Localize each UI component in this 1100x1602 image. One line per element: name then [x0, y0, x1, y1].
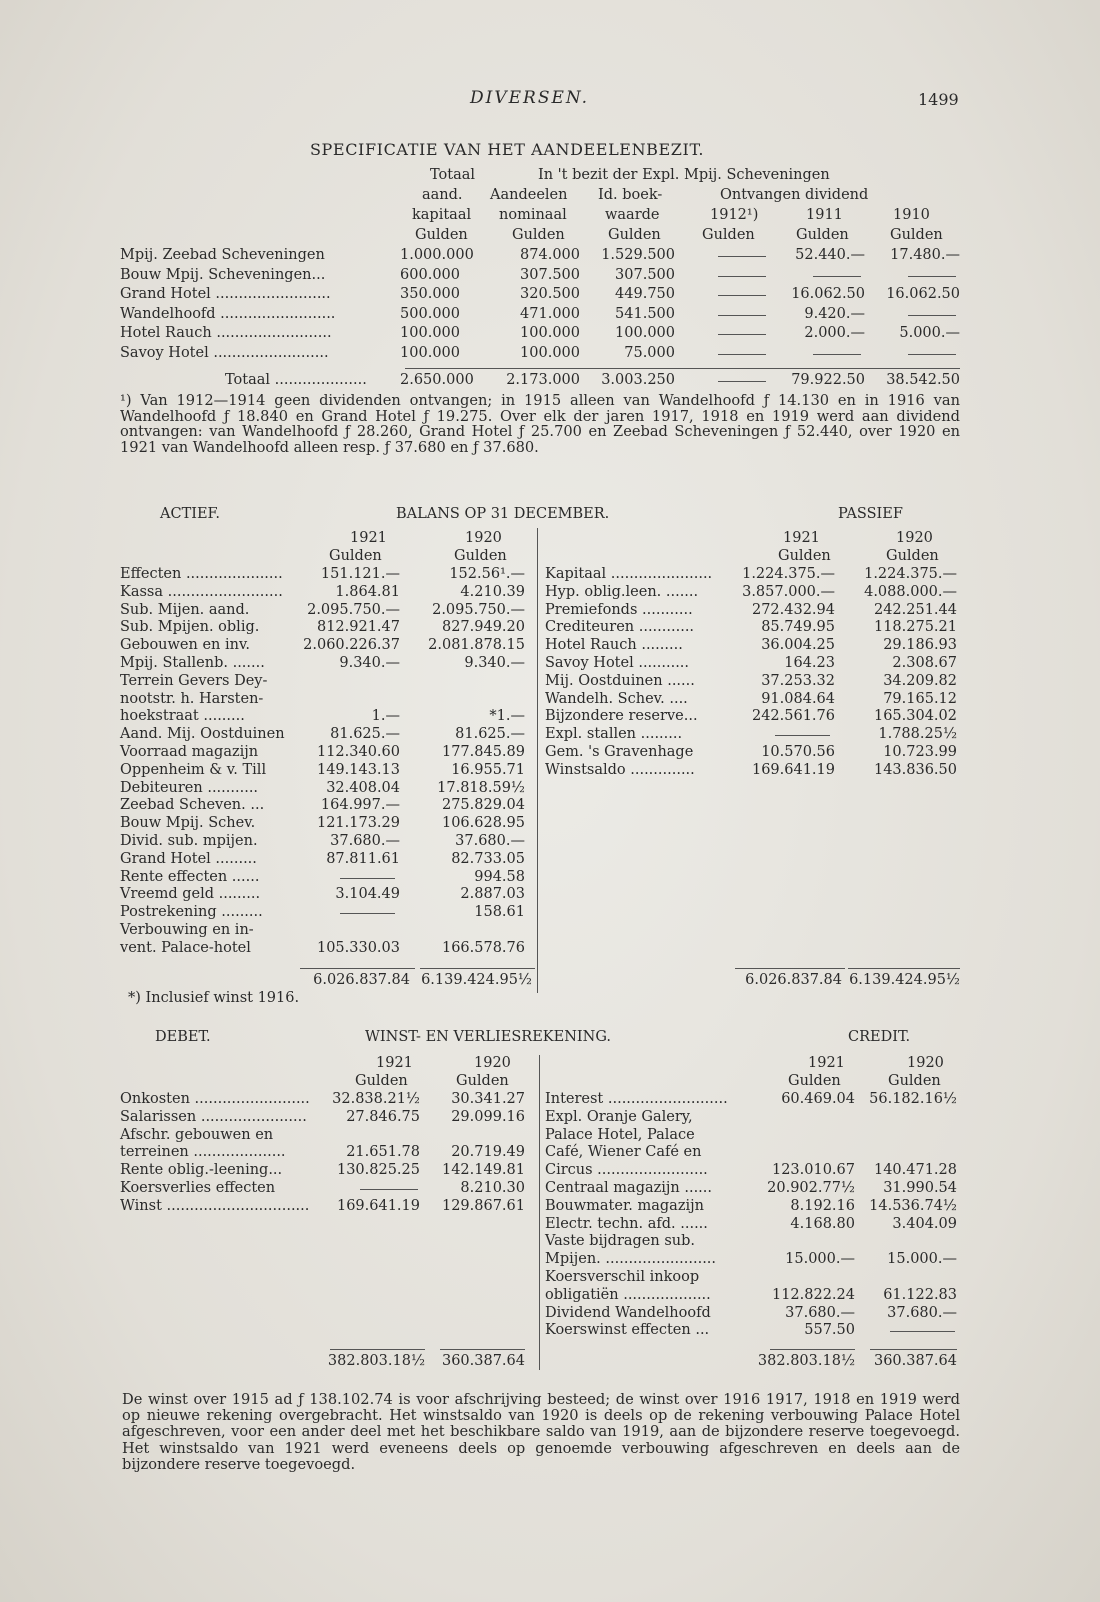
credit-row-1921: 557.50: [804, 1322, 855, 1339]
nil-dash: [718, 334, 766, 335]
nil-dash: [718, 381, 766, 382]
passief-row-name: Kapitaal ......................: [545, 566, 713, 582]
actief-row-1921: 164.997.—: [320, 797, 400, 814]
passief-row-name: Hyp. oblig.leen. .......: [545, 583, 699, 600]
spec-row-value: 16.062.50: [886, 286, 960, 302]
nil-dash: [890, 1331, 955, 1332]
nil-dash: [770, 1349, 855, 1350]
spec-head-aand: aand.: [422, 187, 463, 203]
actief-row-1921: 9.340.—: [339, 655, 400, 671]
actief-row-name: Mpij. Stallenb. .......: [120, 655, 265, 671]
passief-row-name: Gem. 's Gravenhage: [545, 744, 694, 760]
spec-total-value: 38.542.50: [886, 372, 960, 388]
credit-row-1920: 14.536.74½: [869, 1197, 957, 1214]
nil-dash: [440, 1349, 525, 1350]
actief-row-1921: 1.864.81: [335, 583, 400, 600]
spec-head-1911: 1911: [806, 207, 843, 223]
pl-unit: Gulden: [456, 1073, 509, 1089]
actief-row-1920: 17.818.59½: [437, 779, 525, 796]
nil-dash: [718, 354, 766, 355]
spec-row-value: 100.000: [400, 344, 460, 361]
balance-unit: Gulden: [454, 548, 507, 564]
debet-row-name: Salarissen .......................: [120, 1108, 307, 1125]
passief-row-1921: 10.570.56: [761, 744, 835, 760]
spec-total-value: 3.003.250: [601, 372, 675, 388]
credit-row-1921: 20.902.77½: [767, 1180, 855, 1196]
passief-row-name: Savoy Hotel ...........: [545, 655, 690, 671]
actief-row-name: Postrekening .........: [120, 904, 263, 921]
spec-head-dividend: Ontvangen dividend: [720, 187, 869, 203]
nil-dash: [340, 878, 395, 879]
actief-row-1921: 149.143.13: [316, 761, 400, 778]
actief-row-1920: 9.340.—: [464, 655, 525, 671]
balance-total: 6.026.837.84: [313, 972, 410, 988]
actief-row-1920: 177.845.89: [441, 744, 525, 760]
credit-row-name: Dividend Wandelhoofd: [545, 1304, 711, 1321]
spec-head-kapitaal: kapitaal: [412, 207, 472, 223]
credit-row-1921: 8.192.16: [790, 1197, 855, 1214]
credit-row-1921: 4.168.80: [790, 1215, 855, 1232]
spec-total-value: 2.650.000: [400, 372, 474, 388]
balance-unit: Gulden: [778, 548, 831, 564]
spec-row-value: 100.000: [400, 325, 460, 341]
actief-row-1921: 112.340.60: [316, 744, 400, 760]
balance-divider: [537, 528, 538, 993]
pl-unit: Gulden: [355, 1073, 408, 1089]
actief-row-1920: 16.955.71: [451, 761, 525, 778]
actief-row-1920: 2.081.878.15: [428, 637, 525, 654]
passief-row-1920: 79.165.12: [883, 690, 957, 707]
spec-total-rule: [405, 368, 960, 369]
passief-row-1921: 91.084.64: [761, 690, 835, 707]
nil-dash: [813, 276, 861, 277]
credit-row-1920: 61.122.83: [883, 1286, 957, 1303]
spec-row-value: 874.000: [520, 247, 580, 263]
debet-row-name: Afschr. gebouwen en: [120, 1126, 274, 1143]
passief-row-1920: 34.209.82: [883, 672, 957, 689]
spec-title: SPECIFICATIE VAN HET AANDEELENBEZIT.: [310, 140, 705, 159]
actief-row-1920: 82.733.05: [451, 850, 525, 867]
spec-row-value: 2.000.—: [804, 325, 865, 341]
spec-head-nominaal: nominaal: [499, 207, 567, 223]
spec-row-value: 16.062.50: [791, 286, 865, 302]
credit-row-1920: 56.182.16½: [869, 1091, 957, 1107]
closing-paragraph: De winst over 1915 ad ƒ 138.102.74 is voor afschrijving besteed; de winst over 1916 1917, 1918 en 1919 werd op nieuwe rekening overgebracht. Het winstsaldo van 1920 is deels op de rekening verbouwing Palace Hotel afgeschreven, voor een ander deel met het beschikbare saldo van 1919, aan de bijzondere reserve toegevoegd. Het winstsaldo van 1921 werd eveneens deels op genoemde verbouwing afgeschreven en deels aan de bijzondere reserve toegevoegd.: [122, 1391, 960, 1473]
debet-row-1920: 20.719.49: [451, 1144, 525, 1161]
passief-row-name: Premiefonds ...........: [545, 601, 693, 618]
passief-row-name: Mij. Oostduinen ......: [545, 672, 695, 689]
actief-row-1920: 994.58: [474, 868, 525, 885]
nil-dash: [908, 276, 956, 277]
spec-head-waarde: waarde: [605, 207, 660, 223]
pl-credit-title: CREDIT.: [848, 1029, 911, 1045]
credit-row-1920: 140.471.28: [873, 1162, 957, 1179]
debet-row-name: Rente oblig.-leening...: [120, 1162, 283, 1179]
spec-total-name: Totaal ....................: [225, 372, 367, 388]
credit-row-name: Koerswinst effecten ...: [545, 1322, 710, 1339]
credit-row-name: Café, Wiener Café en: [545, 1144, 702, 1161]
actief-row-name: Gebouwen en inv.: [120, 637, 251, 654]
nil-dash: [718, 256, 766, 257]
passief-row-1920: 4.088.000.—: [864, 583, 957, 600]
pl-total: 382.803.18½: [327, 1353, 425, 1369]
actief-row-1920: 152.56¹.—: [449, 566, 525, 582]
passief-row-1921: 36.004.25: [761, 637, 835, 654]
spec-row-value: 5.000.—: [899, 325, 960, 341]
credit-row-1920: 3.404.09: [892, 1215, 957, 1232]
passief-row-1921: 272.432.94: [751, 601, 835, 618]
actief-row-name: Terrein Gevers Dey-: [120, 672, 268, 689]
pl-total: 382.803.18½: [757, 1353, 855, 1369]
spec-head-unit: Gulden: [608, 227, 661, 243]
credit-row-1920: 31.990.54: [883, 1180, 957, 1196]
balance-total: 6.139.424.95½: [849, 972, 960, 988]
nil-dash: [813, 354, 861, 355]
actief-row-name: Oppenheim & v. Till: [120, 761, 267, 778]
spec-head-unit: Gulden: [512, 227, 565, 243]
balance-unit: Gulden: [886, 548, 939, 564]
actief-row-name: Effecten .....................: [120, 566, 283, 582]
actief-row-1921: 1.—: [371, 708, 400, 725]
balance-actief-title: ACTIEF.: [160, 506, 220, 522]
spec-row-value: 471.000: [520, 305, 580, 322]
spec-total-value: 79.922.50: [791, 372, 865, 388]
debet-row-name: Koersverlies effecten: [120, 1180, 276, 1196]
credit-row-name: Circus ........................: [545, 1162, 708, 1179]
spec-head-unit: Gulden: [890, 227, 943, 243]
passief-row-1920: 143.836.50: [873, 761, 957, 778]
spec-total-value: 2.173.000: [506, 372, 580, 388]
spec-row-name: Mpij. Zeebad Scheveningen: [120, 247, 325, 263]
actief-row-1921: 105.330.03: [316, 939, 400, 956]
spec-head-unit: Gulden: [415, 227, 468, 243]
spec-row-name: Bouw Mpij. Scheveningen...: [120, 266, 326, 283]
nil-dash: [718, 276, 766, 277]
pl-year: 1920: [474, 1055, 511, 1071]
running-title: DIVERSEN.: [470, 88, 590, 108]
actief-row-name: hoekstraat .........: [120, 708, 245, 725]
nil-dash: [775, 735, 830, 736]
debet-row-name: Winst ...............................: [120, 1197, 310, 1214]
credit-row-1921: 15.000.—: [785, 1251, 855, 1268]
passief-row-1920: 242.251.44: [873, 601, 957, 618]
pl-year: 1921: [808, 1055, 845, 1071]
actief-row-name: Vreemd geld .........: [120, 886, 261, 903]
credit-row-name: Interest ..........................: [545, 1091, 728, 1107]
actief-row-1921: 2.060.226.37: [303, 637, 400, 654]
spec-row-value: 449.750: [615, 286, 675, 302]
debet-row-1920: 129.867.61: [441, 1197, 525, 1214]
actief-row-1920: 37.680.—: [455, 833, 525, 849]
passief-row-name: Wandelh. Schev. ....: [545, 690, 688, 707]
debet-row-1920: 29.099.16: [451, 1108, 525, 1125]
passief-row-1921: 169.641.19: [751, 761, 835, 778]
actief-row-1920: 2.095.750.—: [432, 601, 525, 618]
pl-divider: [539, 1055, 540, 1370]
credit-row-1921: 37.680.—: [785, 1304, 855, 1321]
pl-total: 360.387.64: [441, 1353, 525, 1369]
spec-row-value: 75.000: [624, 344, 675, 361]
spec-row-value: 600.000: [400, 266, 460, 283]
credit-row-name: Electr. techn. afd. ......: [545, 1215, 708, 1232]
actief-row-name: Divid. sub. mpijen.: [120, 833, 258, 849]
passief-row-name: Bijzondere reserve...: [545, 708, 698, 725]
spec-head-1912: 1912¹): [710, 207, 759, 223]
nil-dash: [848, 968, 960, 969]
spec-head-idboek: Id. boek-: [598, 187, 663, 203]
actief-row-name: Zeebad Scheven. ...: [120, 797, 265, 814]
actief-row-1920: 81.625.—: [455, 726, 525, 743]
passief-row-name: Winstsaldo ..............: [545, 761, 695, 778]
actief-row-name: Kassa .........................: [120, 583, 283, 600]
nil-dash: [360, 1189, 418, 1190]
balance-passief-title: PASSIEF: [838, 506, 903, 522]
debet-row-1921: 27.846.75: [346, 1108, 420, 1125]
pl-total: 360.387.64: [873, 1353, 957, 1369]
nil-dash: [718, 295, 766, 296]
actief-row-1921: 87.811.61: [326, 850, 400, 867]
passief-row-1920: 1.224.375.—: [864, 566, 957, 582]
balance-footnote: *) Inclusief winst 1916.: [128, 990, 300, 1006]
actief-row-name: Aand. Mij. Oostduinen: [120, 726, 285, 743]
debet-row-1920: 8.210.30: [460, 1180, 525, 1196]
debet-row-name: Onkosten .........................: [120, 1091, 310, 1107]
passief-row-1921: 164.23: [784, 655, 835, 671]
actief-row-name: Voorraad magazijn: [120, 744, 259, 760]
actief-row-name: Sub. Mijen. aand.: [120, 601, 250, 618]
spec-row-name: Hotel Rauch .........................: [120, 325, 332, 341]
actief-row-1921: 151.121.—: [320, 566, 400, 582]
actief-row-name: Sub. Mpijen. oblig.: [120, 619, 260, 636]
debet-row-1921: 130.825.25: [336, 1162, 420, 1179]
actief-row-1921: 37.680.—: [330, 833, 400, 849]
passief-row-1921: 85.749.95: [761, 619, 835, 636]
actief-row-1921: 812.921.47: [316, 619, 400, 636]
passief-row-name: Hotel Rauch .........: [545, 637, 683, 654]
passief-row-1921: 3.857.000.—: [742, 583, 835, 600]
spec-row-value: 17.480.—: [890, 247, 960, 263]
spec-row-value: 500.000: [400, 305, 460, 322]
actief-row-name: Rente effecten ......: [120, 868, 260, 885]
debet-row-1921: 21.651.78: [346, 1144, 420, 1161]
spec-row-value: 1.000.000: [400, 247, 474, 263]
spec-head-bezit: In 't bezit der Expl. Mpij. Scheveningen: [538, 167, 830, 183]
credit-row-name: Bouwmater. magazijn: [545, 1197, 704, 1214]
spec-head-unit: Gulden: [702, 227, 755, 243]
pl-unit: Gulden: [888, 1073, 941, 1089]
debet-row-1921: 169.641.19: [336, 1197, 420, 1214]
spec-row-value: 541.500: [615, 305, 675, 322]
spec-head-totaal: Totaal: [430, 167, 476, 183]
actief-row-1921: 81.625.—: [330, 726, 400, 743]
page-number: 1499: [918, 90, 959, 109]
balance-year: 1921: [350, 530, 387, 546]
passief-row-1921: 1.224.375.—: [742, 566, 835, 582]
spec-row-value: 100.000: [520, 325, 580, 341]
balance-year: 1920: [896, 530, 933, 546]
actief-row-name: Verbouwing en in-: [120, 922, 254, 938]
nil-dash: [718, 315, 766, 316]
debet-row-name: terreinen ....................: [120, 1144, 286, 1161]
credit-row-name: Centraal magazijn ......: [545, 1180, 713, 1196]
nil-dash: [330, 1349, 425, 1350]
spec-head-aandeelen: Aandeelen: [490, 187, 568, 203]
credit-row-name: obligatiën ...................: [545, 1286, 711, 1303]
credit-row-1920: 37.680.—: [887, 1304, 957, 1321]
spec-row-value: 320.500: [520, 286, 580, 302]
spec-head-unit: Gulden: [796, 227, 849, 243]
credit-row-1921: 123.010.67: [771, 1162, 855, 1179]
passief-row-1920: 165.304.02: [873, 708, 957, 725]
actief-row-1920: 827.949.20: [441, 619, 525, 636]
nil-dash: [340, 913, 395, 914]
passief-row-1920: 1.788.25½: [878, 726, 957, 743]
spec-row-value: 350.000: [400, 286, 460, 302]
passief-row-1920: 2.308.67: [892, 655, 957, 671]
balance-year: 1921: [783, 530, 820, 546]
credit-row-name: Expl. Oranje Galery,: [545, 1108, 693, 1125]
pl-title: WINST- EN VERLIESREKENING.: [365, 1029, 611, 1045]
nil-dash: [908, 315, 956, 316]
actief-row-1920: 4.210.39: [460, 583, 525, 600]
actief-row-name: Grand Hotel .........: [120, 850, 257, 867]
actief-row-1920: *1.—: [489, 708, 525, 725]
actief-row-1921: 2.095.750.—: [307, 601, 400, 618]
debet-row-1920: 142.149.81: [441, 1162, 525, 1179]
passief-row-1920: 29.186.93: [883, 637, 957, 654]
credit-row-name: Mpijen. ........................: [545, 1251, 717, 1268]
actief-row-name: Debiteuren ...........: [120, 779, 259, 796]
spec-row-name: Wandelhoofd .........................: [120, 305, 336, 322]
spec-row-value: 52.440.—: [795, 247, 865, 263]
actief-row-1920: 158.61: [474, 904, 525, 921]
actief-row-1920: 106.628.95: [441, 815, 525, 832]
actief-row-1921: 32.408.04: [326, 779, 400, 796]
passief-row-1920: 118.275.21: [873, 619, 957, 636]
spec-row-name: Savoy Hotel .........................: [120, 344, 329, 361]
balance-total: 6.026.837.84: [745, 972, 842, 988]
actief-row-name: vent. Palace-hotel: [120, 939, 251, 956]
balance-total: 6.139.424.95½: [421, 972, 532, 988]
spec-head-1910: 1910: [893, 207, 930, 223]
credit-row-1921: 112.822.24: [771, 1286, 855, 1303]
actief-row-name: nootstr. h. Harsten-: [120, 690, 264, 707]
actief-row-name: Bouw Mpij. Schev.: [120, 815, 256, 832]
credit-row-1920: 15.000.—: [887, 1251, 957, 1268]
spec-row-value: 1.529.500: [601, 247, 675, 263]
debet-row-1921: 32.838.21½: [332, 1091, 420, 1107]
balance-unit: Gulden: [329, 548, 382, 564]
debet-row-1920: 30.341.27: [451, 1091, 525, 1107]
credit-row-name: Palace Hotel, Palace: [545, 1126, 695, 1143]
actief-row-1921: 121.173.29: [316, 815, 400, 832]
spec-row-name: Grand Hotel .........................: [120, 286, 331, 302]
pl-year: 1921: [376, 1055, 413, 1071]
nil-dash: [735, 968, 845, 969]
credit-row-name: Koersverschil inkoop: [545, 1269, 700, 1285]
passief-row-1921: 37.253.32: [761, 672, 835, 689]
actief-row-1920: 2.887.03: [460, 886, 525, 903]
spec-row-value: 100.000: [615, 325, 675, 341]
spec-row-value: 307.500: [615, 266, 675, 283]
spec-row-value: 100.000: [520, 344, 580, 361]
nil-dash: [420, 968, 535, 969]
nil-dash: [870, 1349, 957, 1350]
balance-title: BALANS OP 31 DECEMBER.: [396, 506, 610, 522]
passief-row-1921: 242.561.76: [751, 708, 835, 725]
passief-row-name: Expl. stallen .........: [545, 726, 683, 743]
balance-year: 1920: [465, 530, 502, 546]
pl-unit: Gulden: [788, 1073, 841, 1089]
spec-row-value: 307.500: [520, 266, 580, 283]
pl-debet-title: DEBET.: [155, 1029, 211, 1045]
actief-row-1921: 3.104.49: [335, 886, 400, 903]
spec-row-value: 9.420.—: [804, 305, 865, 322]
passief-row-name: Crediteuren ............: [545, 619, 695, 636]
actief-row-1920: 166.578.76: [441, 939, 525, 956]
nil-dash: [908, 354, 956, 355]
pl-year: 1920: [907, 1055, 944, 1071]
passief-row-1920: 10.723.99: [883, 744, 957, 760]
actief-row-1920: 275.829.04: [441, 797, 525, 814]
nil-dash: [300, 968, 415, 969]
credit-row-1921: 60.469.04: [781, 1091, 855, 1107]
credit-row-name: Vaste bijdragen sub.: [545, 1233, 695, 1250]
spec-footnote: ¹) Van 1912—1914 geen dividenden ontvangen; in 1915 alleen van Wandelhoofd ƒ 14.130 en in 1916 van Wandelhoofd ƒ 18.840 en Grand Hotel ƒ 19.275. Over elk der jaren 1917, 1918 en 1919 werd aan dividend ontvangen: van Wandelhoofd ƒ 28.260, Grand Hotel ƒ 25.700 en Zeebad Scheveningen ƒ 52.440, over 1920 en 1921 van Wandelhoofd alleen resp. ƒ 37.680 en ƒ 37.680.: [120, 392, 960, 456]
